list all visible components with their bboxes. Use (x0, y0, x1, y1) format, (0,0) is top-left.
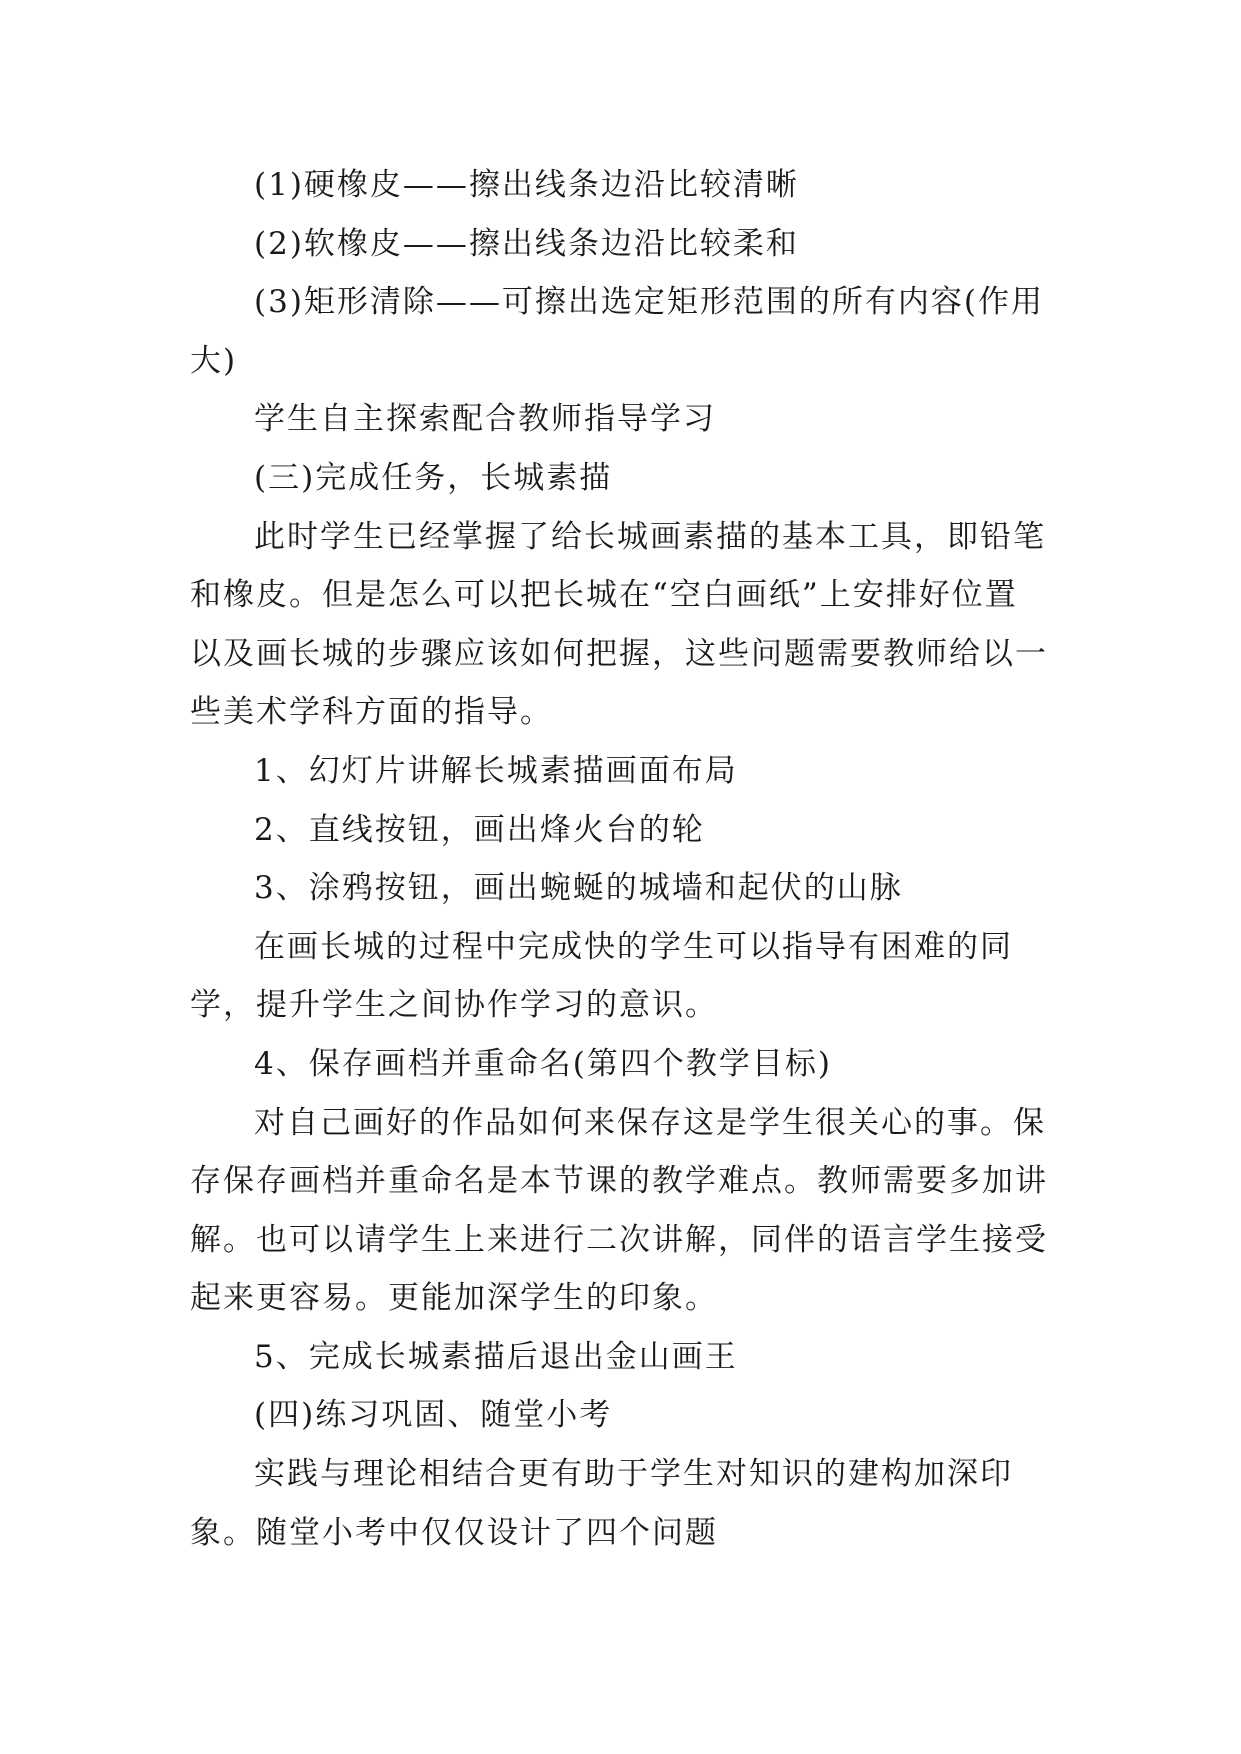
paragraph-sketch-intro: 此时学生已经掌握了给长城画素描的基本工具，即铅笔和橡皮。但是怎么可以把长城在“空白画纸”上安排好位置以及画长城的步骤应该如何把握，这些问题需要教师给以一些美术学科方面的指导。 (190, 518, 1048, 731)
paragraph-eraser-soft: (2)软橡皮——擦出线条边沿比较柔和 (254, 225, 799, 262)
document-body (190, 156, 1050, 1562)
paragraph-save-file: 对自己画好的作品如何来保存这是学生很关心的事。保存保存画档并重命名是本节课的教学难点。教师需要多加讲解。也可以请学生上来进行二次讲解，同伴的语言学生接受起来更容易。更能加深学生的印象。 (190, 1104, 1048, 1317)
step-2: 2、直线按钮，画出烽火台的轮 (254, 811, 705, 848)
paragraph-rect-clear: (3)矩形清除——可擦出选定矩形范围的所有内容(作用大) (190, 284, 1045, 379)
paragraph-collaboration: 在画长城的过程中完成快的学生可以指导有困难的同学，提升学生之间协作学习的意识。 (190, 928, 1013, 1024)
step-4: 4、保存画档并重命名(第四个教学目标) (254, 1045, 832, 1082)
step-5: 5、完成长城素描后退出金山画王 (254, 1338, 738, 1375)
paragraph-self-study: 学生自主探索配合教师指导学习 (254, 401, 716, 438)
paragraph-quiz: 实践与理论相结合更有助于学生对知识的建构加深印象。随堂小考中仅仅设计了四个问题 (190, 1456, 1013, 1551)
paragraph-eraser-hard: (1)硬橡皮——擦出线条边沿比较清晰 (254, 167, 799, 203)
section-heading-four: (四)练习巩固、随堂小考 (254, 1397, 613, 1434)
step-3: 3、涂鸦按钮，画出蜿蜒的城墙和起伏的山脉 (254, 870, 903, 907)
step-1: 1、幻灯片讲解长城素描画面布局 (254, 752, 738, 789)
section-heading-three: (三)完成任务，长城素描 (254, 459, 613, 496)
